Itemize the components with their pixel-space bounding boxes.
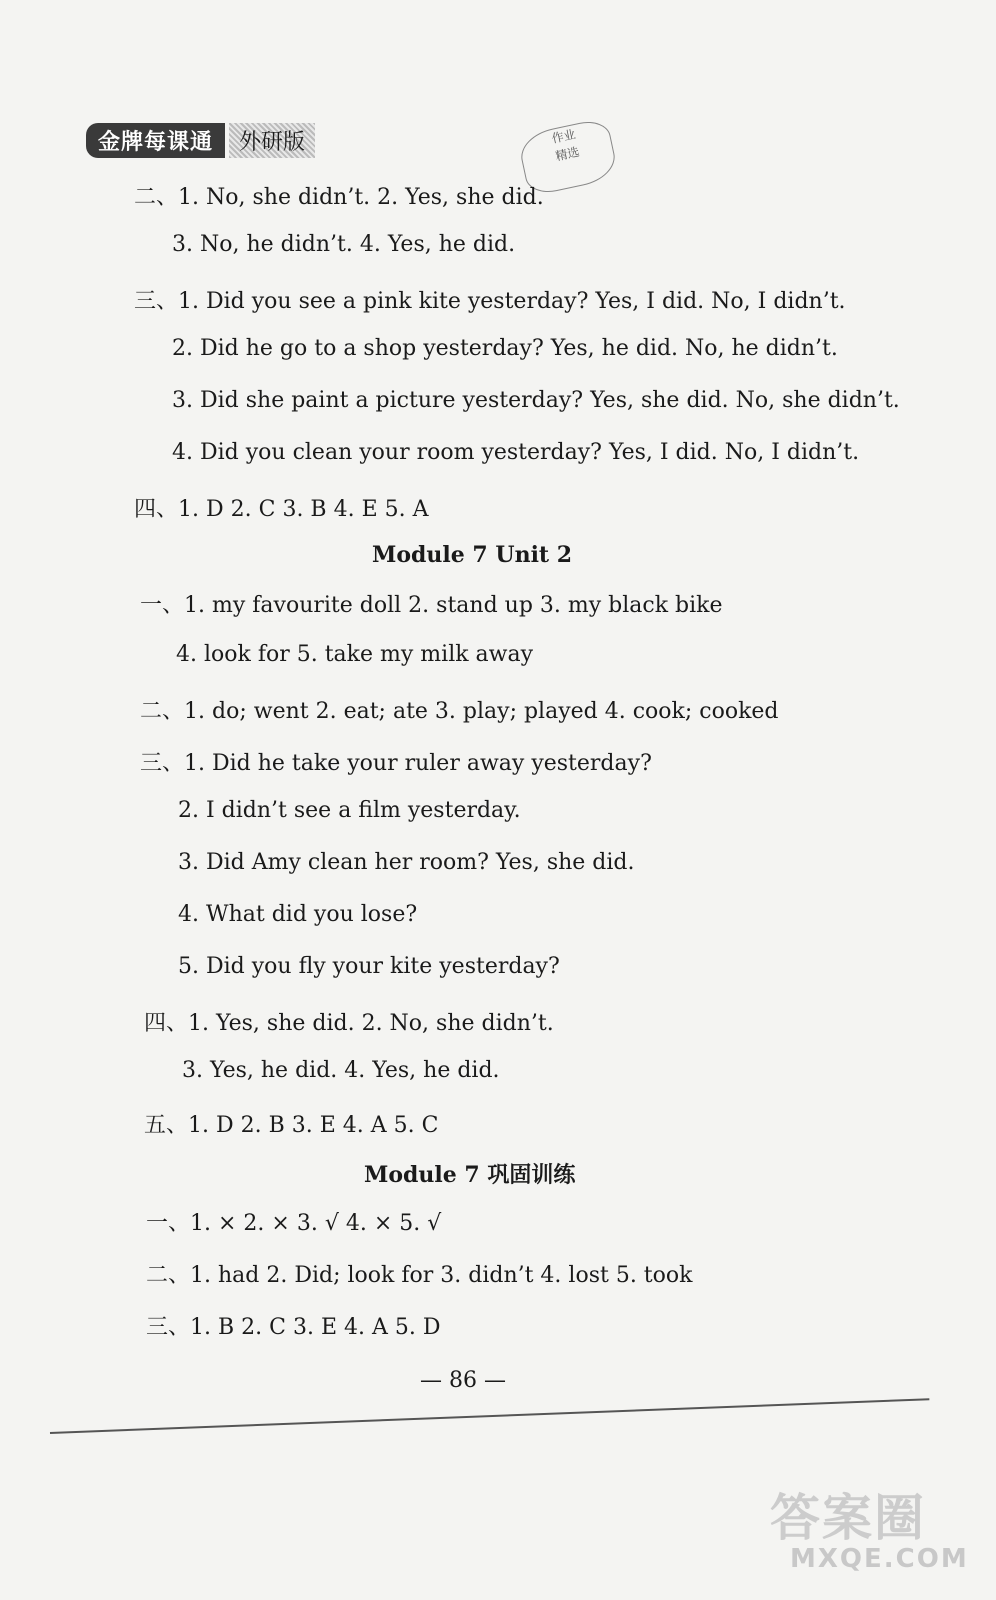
answer-line: 三、1. Did he take your ruler away yesterday? (140, 751, 652, 776)
edition-label: 外研版 (229, 123, 315, 158)
watermark-logo: 答案圈 (770, 1489, 926, 1547)
answer-line: 2. I didn’t see a film yesterday. (178, 798, 521, 823)
answer-line: 四、1. D 2. C 3. B 4. E 5. A (134, 497, 429, 522)
answer-line: 4. look for 5. take my milk away (176, 642, 534, 667)
answer-line: 一、1. × 2. × 3. √ 4. × 5. √ (146, 1211, 442, 1236)
answer-line: 4. What did you lose? (178, 902, 418, 927)
header-banner (86, 124, 336, 156)
divider (50, 1398, 929, 1434)
answer-line: 3. Did she paint a picture yesterday? Yes, she did. No, she didn’t. (172, 388, 900, 413)
answer-line: 2. Did he go to a shop yesterday? Yes, he did. No, he didn’t. (172, 336, 838, 361)
watermark-url: MXQE.COM (790, 1544, 969, 1574)
page-number: — 86 — (420, 1368, 506, 1393)
answer-line: 一、1. my favourite doll 2. stand up 3. my black bike (140, 593, 723, 618)
answer-line: 3. Did Amy clean her room? Yes, she did. (178, 850, 635, 875)
answer-line: 二、1. No, she didn’t. 2. Yes, she did. (134, 185, 544, 210)
answer-line: 四、1. Yes, she did. 2. No, she didn’t. (144, 1011, 554, 1036)
answer-line: 三、1. B 2. C 3. E 4. A 5. D (146, 1315, 441, 1340)
answer-line: 三、1. Did you see a pink kite yesterday? Yes, I did. No, I didn’t. (134, 289, 846, 314)
stamp-top: 作业 (550, 127, 577, 146)
answer-line: 二、1. had 2. Did; look for 3. didn’t 4. lost 5. took (146, 1263, 693, 1288)
brand-label: 金牌每课通 (86, 123, 225, 158)
section-heading: Module 7 巩固训练 (364, 1162, 576, 1188)
answer-line: 3. Yes, he did. 4. Yes, he did. (182, 1058, 500, 1083)
answer-line: 5. Did you fly your kite yesterday? (178, 954, 560, 979)
answer-line: 五、1. D 2. B 3. E 4. A 5. C (144, 1113, 439, 1138)
answer-line: 3. No, he didn’t. 4. Yes, he did. (172, 232, 516, 257)
stamp-bottom: 精选 (554, 144, 581, 164)
section-heading: Module 7 Unit 2 (372, 542, 573, 568)
answer-line: 二、1. do; went 2. eat; ate 3. play; played 4. cook; cooked (140, 699, 779, 724)
answer-line: 4. Did you clean your room yesterday? Yes, I did. No, I didn’t. (172, 440, 860, 465)
